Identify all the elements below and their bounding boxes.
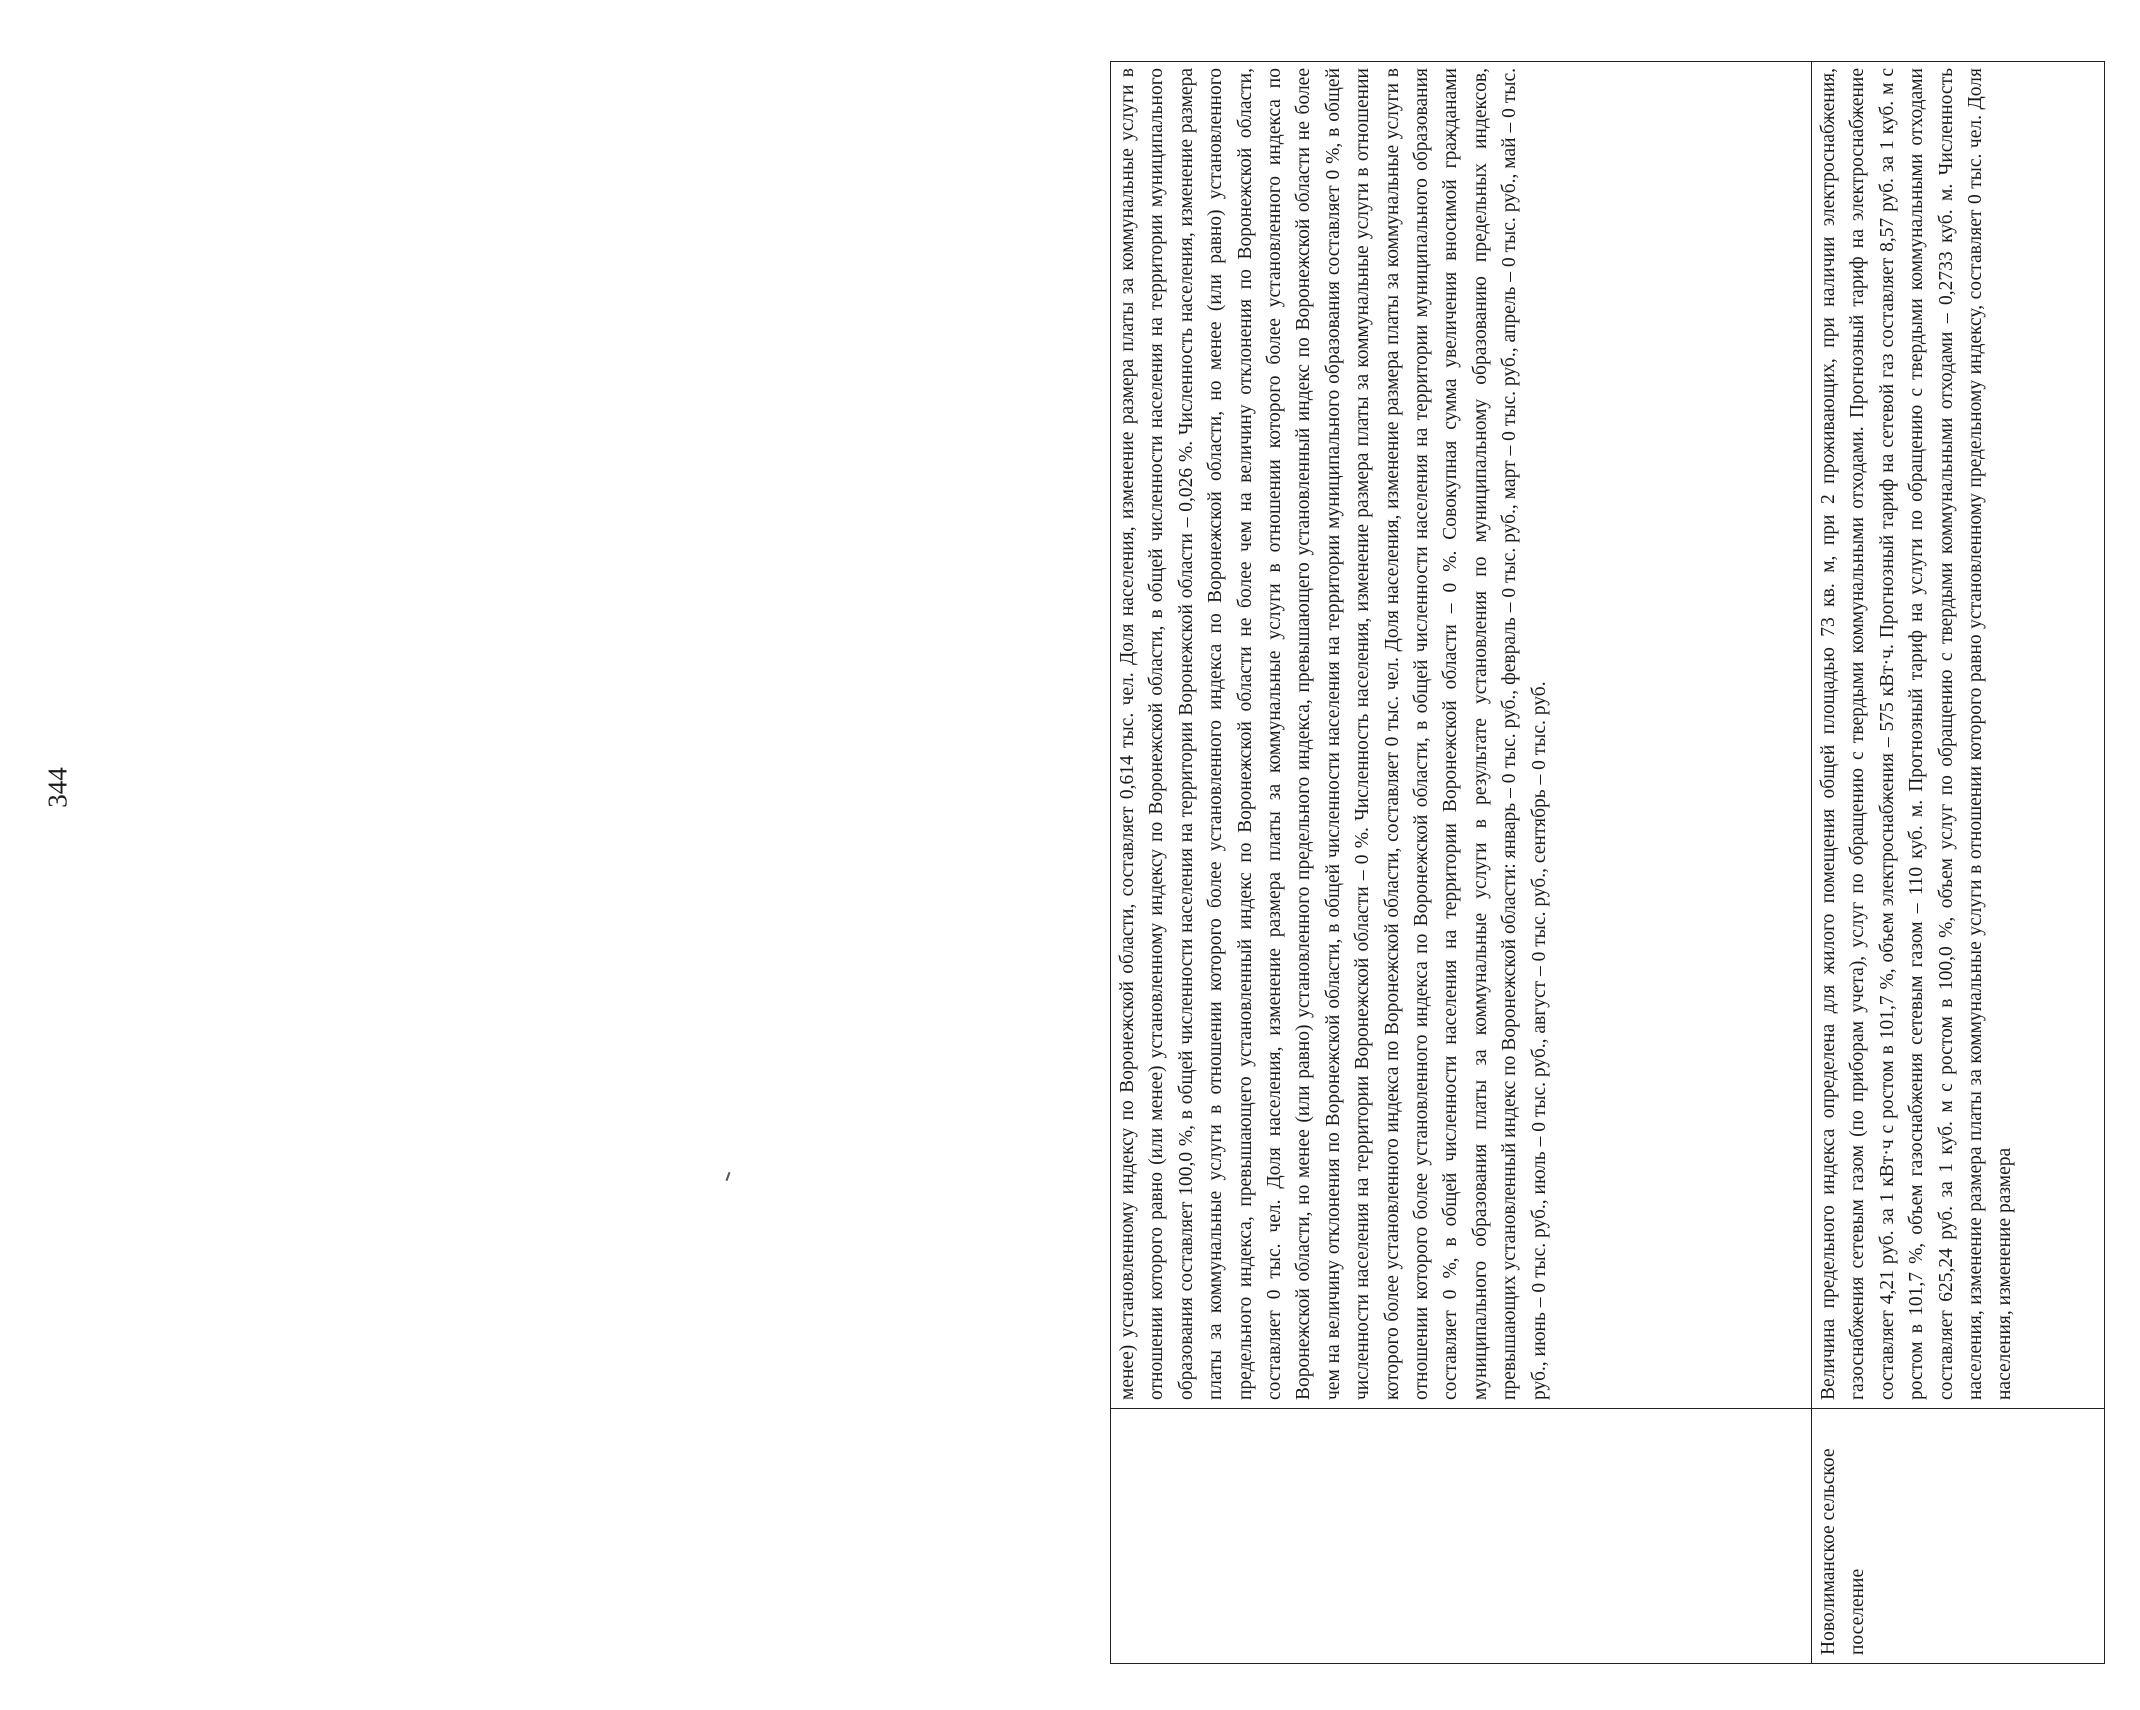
description-cell — [1111, 62, 1812, 1409]
municipality-name-cell — [1812, 1409, 2105, 1664]
description-cell — [1812, 62, 2105, 1409]
municipality-name: Новолиманское сельское поселение — [1818, 1448, 1869, 1655]
description-text: Величина предельного индекса определена для жилого помещения общей площадью 73 кв. м, при 2 проживающих, при наличии электроснабжения, газоснабжения сетевым газом (по приборам учета), услуг по обращению с твердыми коммунальными отходами. Прогнозный тариф на электроснабжение составляет 4,21 руб. за 1 кВт·ч с ростом в 101,7 %, объем электроснабжения – 575 кВт·ч. Прогнозный тариф на сетевой газ составляет 8,57 руб. за 1 куб. м с ростом в 101,7 %, объем газоснабжения сетевым газом – 110 куб. м. Прогнозный тариф на услуги по обращению с твердыми коммунальными отходами составляет 625,24 руб. за 1 куб. м с ростом в 100,0 %, объем услуг по обращению с твердыми коммунальными отходами – 0,2733 куб. м. Численность населения, изменение размера платы за коммунальные услуги в отношении которого равно установленному предельному индексу, составляет 0 тыс. чел. Доля населения, изменение размера — [1818, 68, 2016, 1400]
description-text: менее) установленному индексу по Воронежской области, составляет 0,614 тыс. чел. Доля населения, изменение размера платы за коммунальные услуги в отношении которого равно (или менее) установленному индексу по Воронежской области, в общей численности населения на территории муниципального образования составляет 100,0 %, в общей численности населения на территории Воронежской области – 0,026 %. Численность населения, изменение размера платы за коммунальные услуги в отношении которого более установленного индекса по Воронежской области, но менее (или равно) установленного предельного индекса, превышающего установленный индекс по Воронежской области не более чем на величину отклонения по Воронежской области, составляет 0 тыс. чел. Доля населения, изменение размера платы за коммунальные услуги в отношении которого более установленного индекса по Воронежской области, но менее (или равно) установленного предельного индекса, превышающего установленный индекс по Воронежской области не более чем на величину отклонения по Воронежской области, в общей численности населения на территории муниципального образования составляет 0 %, в общей численности населения на территории Воронежской области – 0 %. Численность населения, изменение размера платы за коммунальные услуги в отношении которого более установленного индекса по Воронежской области, составляет 0 тыс. чел. Доля населения, изменение размера платы за коммунальные услуги в отношении которого более установленного индекса по Воронежской области, в общей численности населения на территории муниципального образования составляет 0 %, в общей численности населения на территории Воронежской области – 0 %. Совокупная сумма увеличения вносимой гражданами муниципального образования платы за коммунальные услуги в результате установления по муниципальному образованию предельных индексов, превышающих установленный индекс по Воронежской области: январь – 0 тыс. руб., февраль – 0 тыс. руб., март – 0 тыс. руб., апрель – 0 тыс. руб., май – 0 тыс. руб., июнь – 0 тыс. руб., июль – 0 тыс. руб., август – 0 тыс. руб., сентябрь – 0 тыс. руб. — [1117, 68, 1550, 1400]
rotated-page-content — [1110, 68, 2140, 1664]
municipal-index-table — [1110, 61, 2105, 1664]
table-row — [1812, 62, 2105, 1664]
scan-speck — [726, 1172, 731, 1181]
table-row — [1111, 62, 1812, 1664]
page-number: 344 — [42, 767, 73, 808]
municipality-name-cell — [1111, 1409, 1812, 1664]
